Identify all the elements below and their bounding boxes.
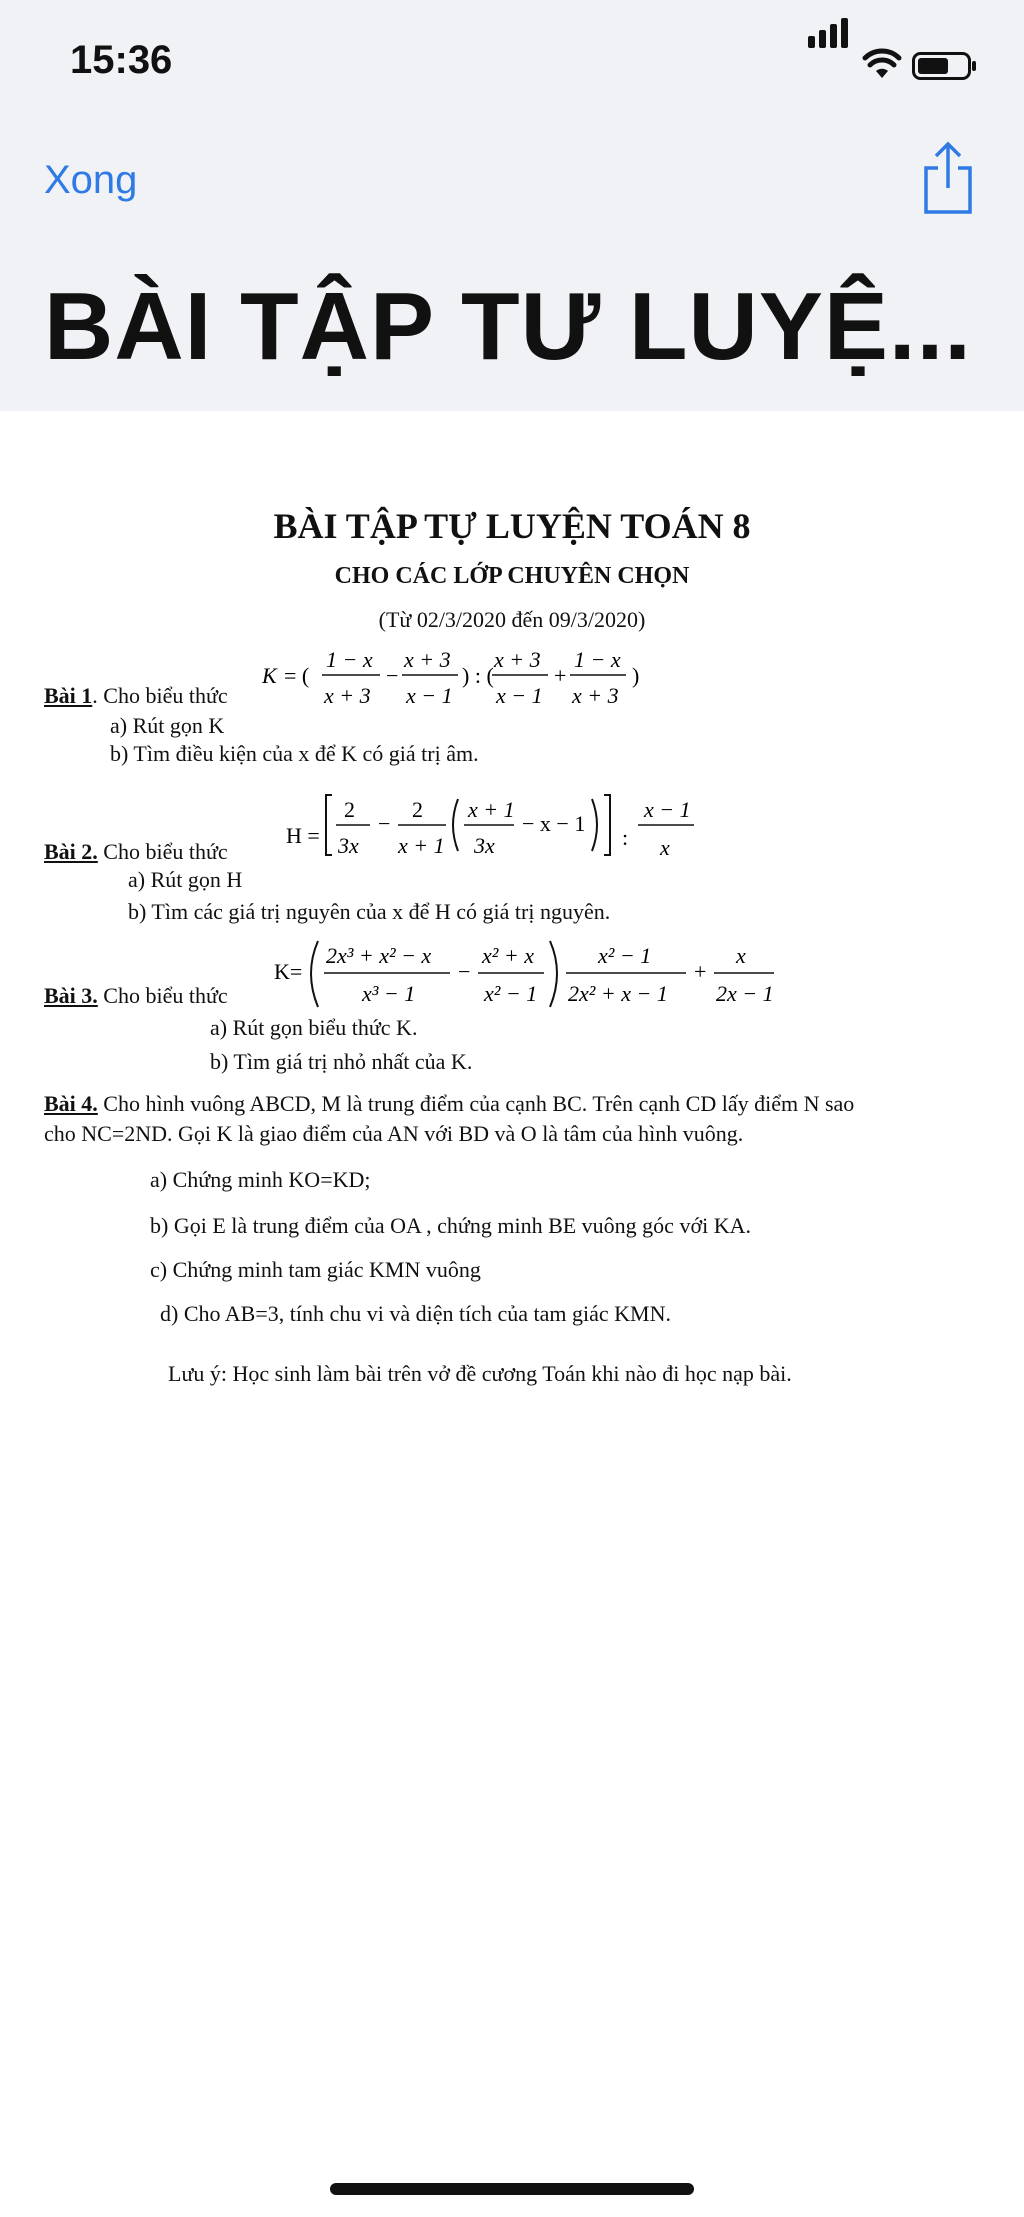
bai4-part-c: c) Chứng minh tam giác KMN vuông [150,1257,481,1282]
status-time: 15:36 [70,38,173,82]
page-subheading: CHO CÁC LỚP CHUYÊN CHỌN [334,563,690,589]
svg-text:−: − [386,663,399,688]
svg-text:2x³ + x² − x: 2x³ + x² − x [326,943,432,968]
bai3-expression [274,929,784,1015]
share-icon[interactable] [920,140,976,216]
svg-text:1 − x: 1 − x [574,647,621,672]
svg-text:1 − x: 1 − x [326,647,373,672]
svg-text:x + 3: x + 3 [572,683,619,708]
svg-text:x + 3: x + 3 [494,647,541,672]
bai3-intro: Bài 3. Cho biểu thức [44,983,228,1008]
bai1-expression [262,637,652,717]
bai4-label: Bài 4. [44,1091,98,1116]
bai4-line2: cho NC=2ND. Gọi K là giao điểm của AN với BD và O là tâm của hình vuông. [44,1121,744,1146]
svg-text:3x: 3x [474,833,495,858]
svg-text:x³ − 1: x³ − 1 [362,981,416,1006]
svg-text:x + 3: x + 3 [404,647,451,672]
document-page[interactable] [0,411,1024,2217]
document-viewer-header [0,0,1024,411]
svg-text:x: x [736,943,746,968]
wifi-icon [862,48,902,80]
bai3-part-b: b) Tìm giá trị nhỏ nhất của K. [210,1049,473,1074]
bai1-intro: Bài 1. Cho biểu thức [44,683,228,708]
bai2-part-a: a) Rút gọn H [128,867,243,892]
svg-text:x: x [660,835,670,860]
svg-text:x − 1: x − 1 [406,683,453,708]
document-title: BÀI TẬP TƯ LUYỆ... [44,273,972,380]
bai4-part-b: b) Gọi E là trung điểm của OA , chứng minh BE vuông góc với KA. [150,1213,751,1238]
bai3-part-a: a) Rút gọn biểu thức K. [210,1015,418,1040]
svg-text:2x − 1: 2x − 1 [716,981,774,1006]
bai2-part-b: b) Tìm các giá trị nguyên của x để H có giá trị nguyên. [128,899,611,924]
svg-text:x − 1: x − 1 [496,683,543,708]
svg-text:x + 1: x + 1 [398,833,445,858]
bai4-line1: Bài 4. Cho hình vuông ABCD, M là trung điểm của cạnh BC. Trên cạnh CD lấy điểm N sao [44,1091,855,1116]
svg-text:3x: 3x [338,833,359,858]
svg-text:K=: K= [274,959,303,984]
svg-text:2x² + x − 1: 2x² + x − 1 [568,981,668,1006]
date-range: (Từ 02/3/2020 đến 09/3/2020) [378,607,646,632]
svg-text:2: 2 [412,797,423,822]
battery-icon [912,52,978,80]
bai2-expression [286,783,706,867]
bai2-intro: Bài 2. Cho biểu thức [44,839,228,864]
home-indicator[interactable] [330,2183,694,2195]
svg-text:): ) [632,663,640,688]
svg-text::: : [622,825,629,850]
note: Lưu ý: Học sinh làm bài trên vở đề cương Toán khi nào đi học nạp bài. [168,1361,792,1386]
svg-text:K: K [262,663,277,688]
svg-text:x + 1: x + 1 [468,797,515,822]
bai1-label: Bài 1 [44,683,93,708]
bai1-part-b: b) Tìm điều kiện của x để K có giá trị âm. [110,741,479,766]
bai4-part-a: a) Chứng minh KO=KD; [150,1167,371,1192]
svg-text:x² − 1: x² − 1 [598,943,652,968]
svg-text:x² − 1: x² − 1 [484,981,538,1006]
svg-text:2: 2 [344,797,355,822]
svg-text:= (: = ( [284,663,310,688]
svg-text:− x − 1: − x − 1 [522,811,586,836]
svg-text:−: − [458,959,471,984]
svg-text:−: − [378,811,391,836]
svg-text:H =: H = [286,823,320,848]
done-button[interactable]: Xong [44,158,138,202]
svg-text:x² + x: x² + x [482,943,534,968]
bai2-label: Bài 2. [44,839,98,864]
svg-text:x + 3: x + 3 [324,683,371,708]
bai1-part-a: a) Rút gọn K [110,713,225,738]
svg-text:x − 1: x − 1 [644,797,691,822]
svg-text:) : (: ) : ( [462,663,494,688]
page-heading: BÀI TẬP TỰ LUYỆN TOÁN 8 [273,506,751,546]
svg-text:+: + [554,663,567,688]
svg-text:+: + [694,959,707,984]
bai3-label: Bài 3. [44,983,98,1008]
bai4-part-d: d) Cho AB=3, tính chu vi và diện tích của tam giác KMN. [160,1301,671,1326]
